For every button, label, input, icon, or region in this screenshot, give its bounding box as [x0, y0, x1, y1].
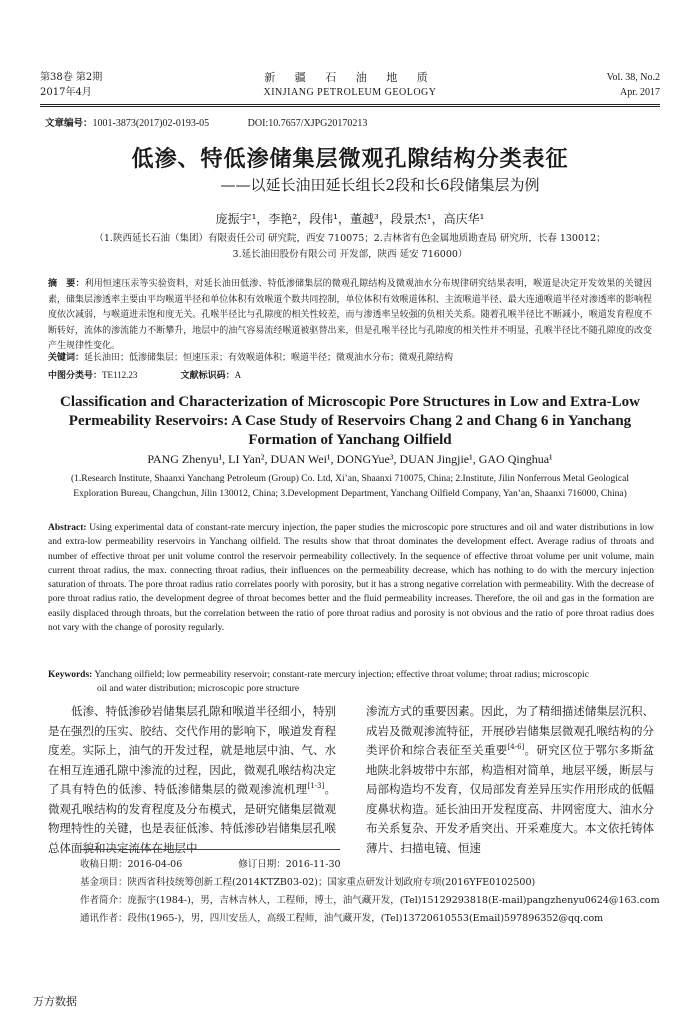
body-left-column [48, 702, 336, 858]
journal-name-en: XINJIANG PETROLEUM GEOLOGY [263, 87, 437, 98]
abstract-en-text: Using experimental data of constant-rate mercury injection, the paper studies the microscopic pore structures and oil and water distributions in low and extra-low permeability reservoirs in Yanchang oilfield. The results show that throat dominates the development effect. Average radius of throats and number of effective throat per unit volume control the reservoir permeability collectively. In the sequence of effective throat volume per unit volume, main current throat radius, the max. connecting throat radius, their influences on the permeability decrease, which has nothing to do with the mercury injection saturation of throats. The pore throat radius ratio correlates poorly with porosity, but it has a strong negative correlation with permeability. With the decrease of pore throat radius ratio, the development degree of throat becomes better and the fluid permeability increases. Therefore, the oil and gas in the formation are easily displaced through throats, but the correlation between the ratio of pore throat radius and porosity is not obvious and the ratio of pore throat radius does not vary with the change of porosity regularly. [48, 523, 655, 634]
citation: [1-3] [307, 782, 325, 791]
journal-name-cn: 新 疆 石 油 地 质 [264, 71, 436, 84]
article-no: 1001-3873(2017)02-0193-05 [92, 118, 210, 129]
body-text [48, 702, 655, 855]
fund-note: 基金项目：陕西省科技统筹创新工程(2014KTZB03-02)；国家重点研发计划政府专项(2016YFE0102500) [80, 877, 536, 888]
body-right-column [366, 702, 654, 858]
affiliation-cn-line: 3.延长油田股份有限公司 开发部，陕西 延安 716000） [232, 249, 468, 260]
header-rule-thin [40, 106, 660, 107]
header-rule [40, 104, 660, 105]
citation: [4-6] [507, 743, 525, 752]
authors-cn: 庞振宇¹，李艳²，段伟¹，董越³，段景杰¹，高庆华¹ [215, 212, 485, 226]
article-meta [45, 115, 367, 129]
abstract-en [48, 521, 654, 635]
keywords-cn-text: 延长油田；低渗储集层；恒速压汞；有效喉道体积；喉道半径；微观油水分布；微观孔隙结构 [84, 353, 454, 363]
received-date: 收稿日期：2016-04-06 [80, 859, 183, 870]
abstract-cn [48, 277, 652, 355]
footnote-rule [80, 849, 340, 850]
abstract-cn-label: 摘 要： [48, 279, 85, 289]
abstract-cn-text: 利用恒速压汞等实验资料，对延长油田低渗、特低渗储集层的微观孔隙结构及微观油水分布规律研究结果表明，喉道是决定开发效果的关键因素，储集层渗透率主要由平均喉道半径和单位体积有效喉道个数共同控制，单位体积有效喉道体积、主流喉道半径、最大连通喉道半径对渗透率的影响程度依次减弱，与喉道进汞饱和度无关。孔喉半径比与孔隙度的相关性较差，而与渗透率呈较强的负相关关系。随着孔喉半径比不断减小，喉道发育程度不断转好，流体的渗流能力不断攀升，地层中的油气容易流经喉道被驱替出来，但是孔喉半径比与孔隙度的相关性并不明显，孔喉半径比不随孔隙度的改变产生规律性变化。 [48, 279, 652, 351]
revised-date: 修订日期：2016-11-30 [238, 859, 341, 870]
header-center [40, 70, 660, 100]
watermark: 万方数据 [33, 995, 77, 1008]
body-paragraph: 。研究区位于鄂尔多斯盆地陕北斜坡带中东部，构造相对简单，地层平缓，断层与局部构造均不发育，仅局部发育差异压实作用形成的低幅度鼻状构造。延长油田开发程度高、井网密度大、油水分布关系复杂、开发矛盾突出、开采难度大。本文依托铸体薄片、扫描电镜、恒速 [366, 743, 655, 855]
keywords-en-label: Keywords: [48, 670, 93, 680]
keywords-en [48, 668, 654, 696]
date-cn: 2017年4月 [40, 87, 92, 98]
classification [48, 368, 652, 381]
article-no-label: 文章编号： [45, 118, 93, 129]
clc-code: TE112.23 [102, 370, 138, 380]
body-paragraph: 渗流方式的重要因素。因此，为了精细描述储集层沉积、成岩及微观渗流特征，开展砂岩储集层微观孔喉结构的分类评价和综合表征至关重要 [366, 704, 654, 757]
body-paragraph: 。微观孔喉结构的发育程度及分布模式，是研究储集层微观物理特性的关键，也是表征低渗、特低渗砂岩储集层孔喉总体面貌和决定流体在地层中 [48, 782, 336, 855]
volume-issue: 第38卷 第2期 [40, 72, 103, 83]
abstract-en-label: Abstract: [48, 523, 87, 533]
title-en: Classification and Characterization of Microscopic Pore Structures in Low and Extra-Low Permeability Reservoirs: A Case Study of Reservoirs Chang 2 and Chang 6 in Yanchang Formation of Yanchang Oilfield [60, 394, 640, 448]
clc-label: 中图分类号： [48, 371, 103, 381]
corresponding-author-note: 通讯作者：段伟(1965-)，男，四川安岳人，高级工程师，油气藏开发，(Tel)13720610553(Email)597896352@qq.com [80, 913, 604, 924]
body-paragraph: 低渗、特低渗砂岩储集层孔隙和喉道半径细小，特别是在强烈的压实、胶结、交代作用的影响下，喉道发育程度差。实际上，油气的开发过程，就是地层中油、气、水在相互连通孔隙中渗流的过程，因此，微观孔喉结构决定了具有特色的低渗、特低渗储集层的微观渗流机理 [48, 704, 336, 796]
keywords-en-text-cont: oil and water distribution; microscopic pore structure [97, 684, 300, 694]
authors-en: PANG Zhenyu¹, LI Yan², DUAN Wei¹, DONGYue³, DUAN Jingjie¹, GAO Qinghua¹ [147, 452, 553, 466]
keywords-cn [48, 351, 652, 366]
keywords-en-text: Yanchang oilfield; low permeability reservoir; constant-rate mercury injection; effective throat volume; throat radius; microscopic [94, 670, 589, 680]
dates [80, 856, 660, 874]
affiliation-cn-line: （1.陕西延长石油（集团）有限责任公司 研究院，西安 710075；2.吉林省有色金属地质勘查局 研究所，长春 130012； [94, 233, 606, 244]
date-en: Apr. 2017 [620, 87, 660, 98]
doi: DOI:10.7657/XJPG20170213 [247, 118, 368, 129]
footnotes [80, 856, 660, 928]
author-note: 作者简介：庞振宇(1984-)，男，吉林吉林人，工程师，博士，油气藏开发，(Tel)15129293818(E-mail)pangzhenyu0624@163.com [80, 895, 660, 906]
header-right [607, 70, 660, 100]
subtitle-cn: ——以延长油田延长组长2段和长6段储集层为例 [220, 176, 540, 194]
keywords-cn-label: 关键词： [48, 353, 85, 363]
title-cn: 低渗、特低渗储集层微观孔隙结构分类表征 [131, 147, 569, 172]
running-header [40, 70, 660, 104]
affiliations-cn [50, 231, 650, 263]
doc-code-label: 文献标识码： [180, 371, 235, 381]
doc-code: A [234, 370, 242, 380]
volume-en: Vol. 38, No.2 [606, 72, 660, 83]
affiliations-en: (1.Research Institute, Shaanxi Yanchang Petroleum (Group) Co. Ltd, Xi’an, Shaanxi 710075, China; 2.Institute, Jilin Nonferrous Metal Geological Exploration Bureau, Changchun, Jilin 130012, China; 3.Development Department, Yanchang Oilfield Company, Yan’an, Shaanxi 716000, China) [70, 474, 630, 499]
